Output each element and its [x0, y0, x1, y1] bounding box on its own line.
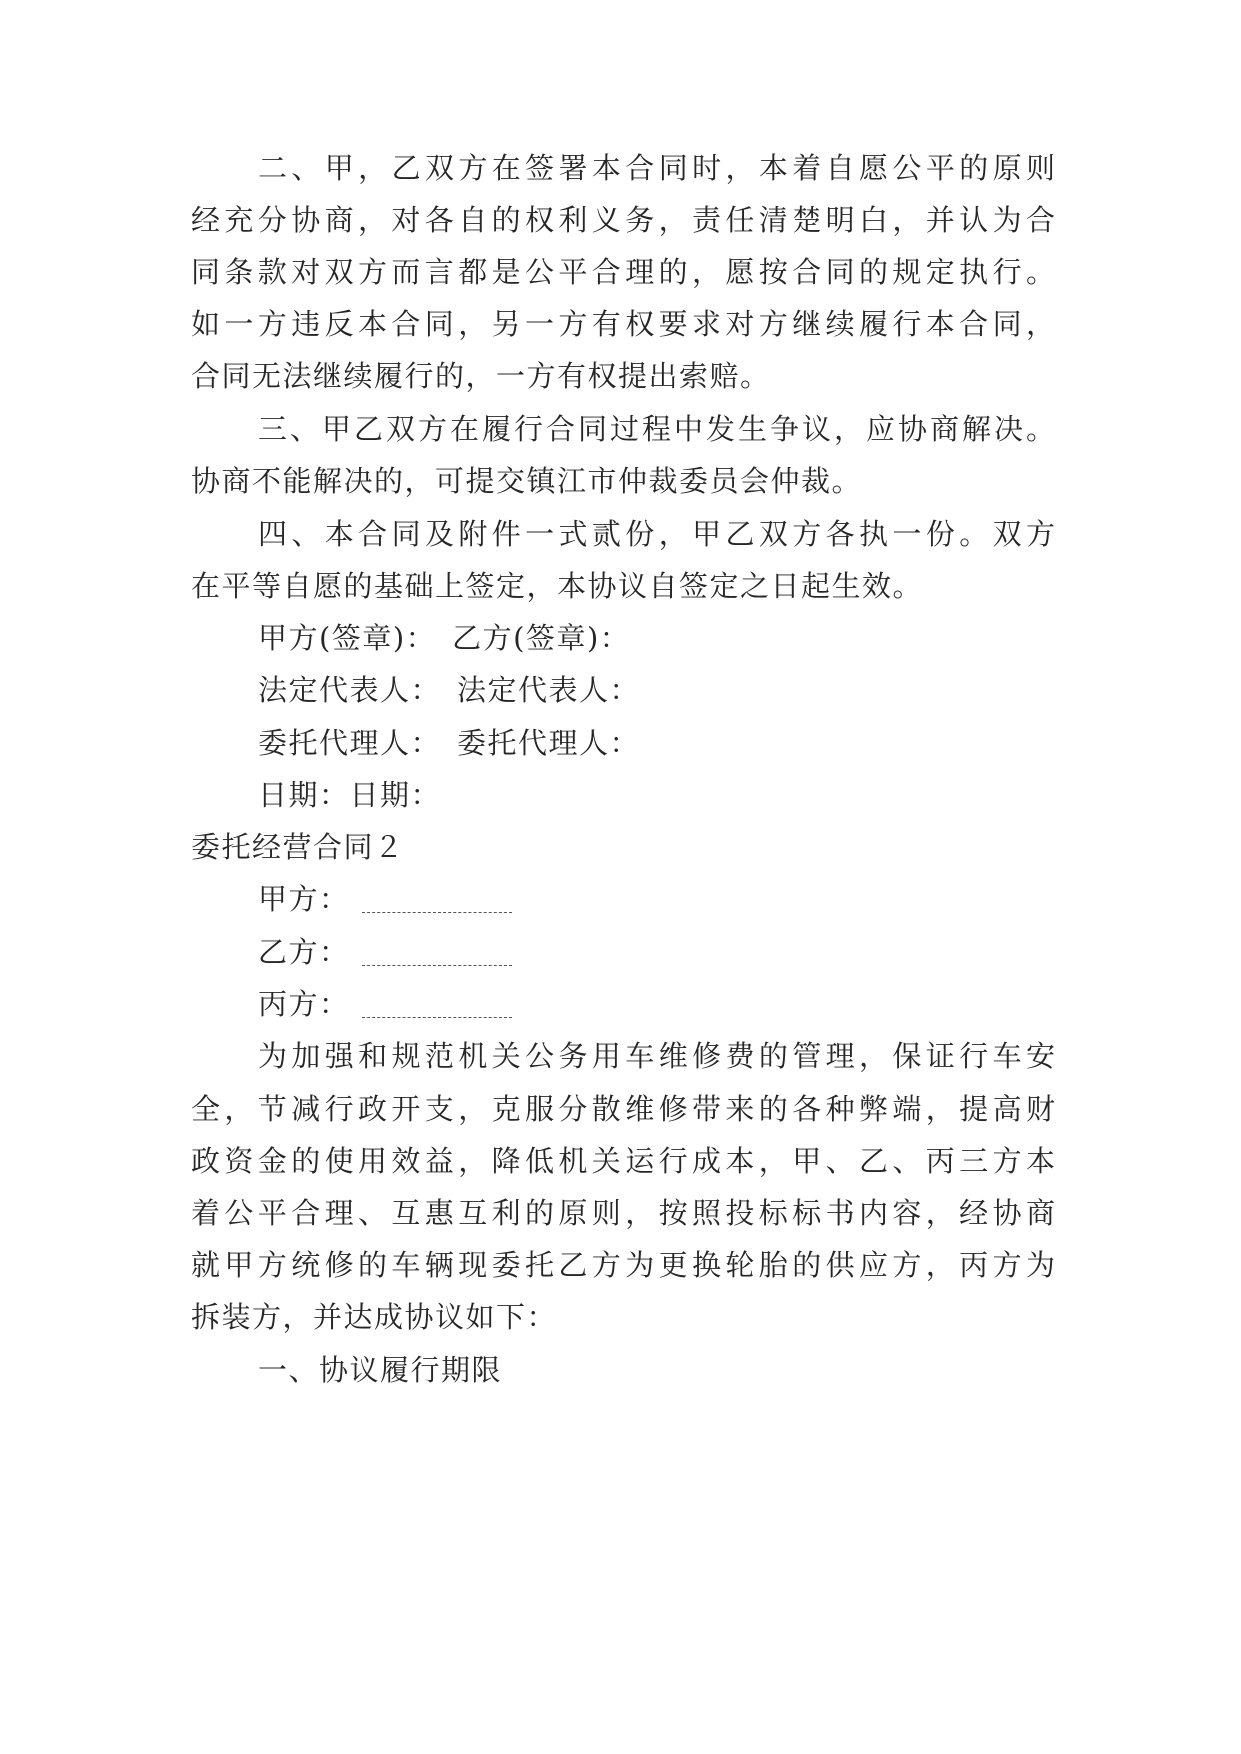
clause-3-line-2: 协商不能解决的，可提交镇江市仲裁委员会仲裁。 — [191, 464, 863, 498]
preamble-line-1: 为加强和规范机关公务用车维修费的管理，保证行车安 — [258, 1039, 1055, 1073]
preamble-line-4: 着公平合理、互惠互利的原则，按照投标标书内容，经协商 — [191, 1196, 1055, 1230]
preamble-line-2: 全，节减行政开支，克服分散维修带来的各种弊端，提高财 — [191, 1092, 1055, 1126]
party-c-field — [258, 987, 512, 1021]
signature-line-legal-rep: 法定代表人： 法定代表人： — [258, 673, 641, 707]
clause-2-line-5: 合同无法继续履行的，一方有权提出索赔。 — [191, 359, 771, 393]
party-a-field — [258, 882, 512, 916]
signature-line-agent: 委托代理人： 委托代理人： — [258, 726, 641, 760]
signature-line-seal: 甲方(签章)： 乙方(签章)： — [258, 621, 631, 655]
contract-2-title: 委托经营合同２ — [191, 830, 405, 864]
preamble-line-3: 政资金的使用效益，降低机关运行成本，甲、乙、丙三方本 — [191, 1144, 1055, 1178]
signature-line-date: 日期：日期： — [258, 778, 442, 812]
party-b-field — [258, 935, 512, 969]
party-c-label: 丙方： — [258, 987, 350, 1021]
section-1-heading: 一、协议履行期限 — [258, 1353, 503, 1387]
clause-2-line-3: 同条款对双方而言都是公平合理的，愿按合同的规定执行。 — [191, 255, 1055, 289]
party-c-blank[interactable] — [362, 1015, 512, 1018]
party-b-label: 乙方： — [258, 935, 350, 969]
preamble-line-5: 就甲方统修的车辆现委托乙方为更换轮胎的供应方，丙方为 — [191, 1248, 1055, 1282]
party-a-blank[interactable] — [362, 910, 512, 913]
preamble-line-6: 拆装方，并达成协议如下： — [191, 1300, 558, 1334]
clause-2-line-4: 如一方违反本合同，另一方有权要求对方继续履行本合同， — [191, 307, 1055, 341]
party-a-label: 甲方： — [258, 882, 350, 916]
clause-2-line-2: 经充分协商，对各自的权利义务，责任清楚明白，并认为合 — [191, 203, 1055, 237]
clause-4-line-1: 四、本合同及附件一式贰份，甲乙双方各执一份。双方 — [258, 517, 1055, 551]
clause-2-line-1: 二、甲，乙双方在签署本合同时，本着自愿公平的原则 — [258, 151, 1055, 185]
clause-4-line-2: 在平等自愿的基础上签定，本协议自签定之日起生效。 — [191, 569, 924, 603]
clause-3-line-1: 三、甲乙双方在履行合同过程中发生争议，应协商解决。 — [258, 412, 1055, 446]
party-b-blank[interactable] — [362, 963, 512, 966]
